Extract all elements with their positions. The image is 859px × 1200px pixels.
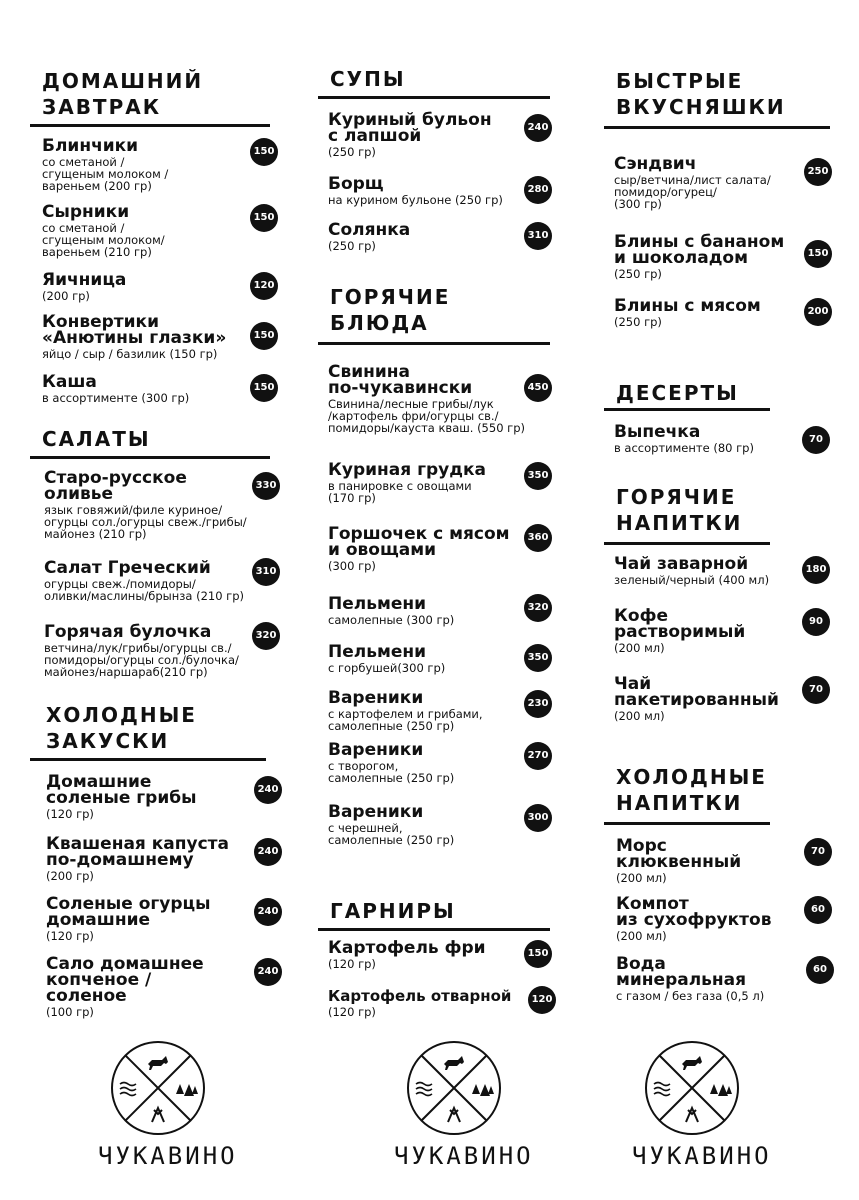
section-title: БЫСТРЫЕ ВКУСНЯШКИ	[616, 69, 786, 119]
section-divider	[604, 822, 770, 825]
section-title: ХОЛОДНЫЕ ЗАКУСКИ	[46, 703, 197, 753]
menu-item	[30, 836, 229, 882]
item-description: сыр/ветчина/лист салата/ помидор/огурец/ (300 гр)	[614, 173, 771, 211]
menu-item	[318, 176, 503, 206]
menu-item	[318, 940, 486, 970]
item-name: Выпечка	[614, 422, 701, 442]
item-description: с черешней, самолепные (250 гр)	[328, 821, 455, 847]
item-description: (200 мл)	[614, 709, 665, 723]
item-name: Картофель отварной	[328, 987, 512, 1005]
section-divider	[318, 928, 550, 931]
item-description: язык говяжий/филе куриное/ огурцы сол./огурцы свеж./грибы/ майонез (210 гр)	[44, 503, 247, 541]
price-badge: 150	[250, 204, 278, 232]
item-description: в ассортименте (300 гр)	[42, 391, 190, 405]
menu-item	[318, 988, 511, 1018]
price-badge: 280	[524, 176, 552, 204]
section-cold-appetizers	[30, 702, 290, 1032]
logo-text: ЧУКАВИНО	[632, 1142, 772, 1170]
item-name: Горшочек с мясом и овощами	[328, 524, 510, 560]
item-name: Пельмени	[328, 594, 427, 614]
item-name: Салат Греческий	[44, 558, 211, 578]
price-badge: 70	[802, 676, 830, 704]
section-divider	[604, 126, 830, 129]
section-divider	[604, 408, 770, 411]
menu-item	[318, 222, 410, 252]
section-quick-snacks	[604, 68, 844, 348]
price-badge: 310	[524, 222, 552, 250]
item-name: Свинина по-чукавински	[328, 362, 473, 398]
menu-item	[604, 838, 741, 884]
item-name: Вареники	[328, 740, 424, 760]
logo-emblem-icon	[642, 1038, 742, 1138]
item-name: Вареники	[328, 688, 424, 708]
section-title: ДЕСЕРТЫ	[616, 381, 739, 405]
section-divider	[30, 758, 266, 761]
item-description: (250 гр)	[328, 239, 376, 253]
menu-item	[30, 774, 197, 820]
item-name: Блины с бананом и шоколадом	[614, 232, 785, 268]
menu-item	[318, 112, 492, 158]
menu-item	[30, 204, 165, 258]
item-description: Свинина/лесные грибы/лук /картофель фри/огурцы св./ помидоры/кауста кваш. (550 гр)	[328, 397, 525, 435]
item-name: Чай заварной	[614, 554, 749, 574]
menu-item	[30, 470, 247, 540]
item-description: яйцо / сыр / базилик (150 гр)	[42, 347, 218, 361]
item-description: в ассортименте (80 гр)	[614, 441, 754, 455]
item-description: самолепные (300 гр)	[328, 613, 455, 627]
price-badge: 150	[524, 940, 552, 968]
menu-item	[30, 624, 239, 678]
price-badge: 60	[806, 956, 834, 984]
item-description: (120 гр)	[46, 807, 94, 821]
item-description: (300 гр)	[328, 559, 376, 573]
logo	[632, 1038, 772, 1170]
price-badge: 70	[802, 426, 830, 454]
item-name: Горячая булочка	[44, 622, 212, 642]
price-badge: 350	[524, 462, 552, 490]
item-description: (120 гр)	[328, 957, 376, 971]
item-description: (200 гр)	[42, 289, 90, 303]
price-badge: 300	[524, 804, 552, 832]
menu-item	[30, 138, 168, 192]
item-description: с картофелем и грибами, самолепные (250 гр)	[328, 707, 483, 733]
section-salads	[30, 426, 290, 696]
item-description: с горбушей(300 гр)	[328, 661, 446, 675]
item-name: Сэндвич	[614, 154, 697, 174]
menu-item	[604, 556, 769, 586]
item-description: (250 гр)	[614, 267, 662, 281]
price-badge: 150	[804, 240, 832, 268]
item-description: (200 мл)	[616, 871, 667, 885]
item-description: с творогом, самолепные (250 гр)	[328, 759, 455, 785]
section-soups	[318, 66, 578, 266]
item-name: Конвертики «Анютины глазки»	[42, 312, 227, 348]
section-divider	[318, 342, 550, 345]
menu-item	[604, 156, 771, 210]
item-name: Пельмени	[328, 642, 427, 662]
menu-item	[30, 314, 226, 360]
section-divider	[30, 124, 270, 127]
logo-emblem-icon	[108, 1038, 208, 1138]
item-name: Картофель фри	[328, 938, 486, 958]
logo	[98, 1038, 238, 1170]
menu-item	[604, 896, 771, 942]
menu-item	[318, 804, 454, 846]
section-divider	[604, 542, 770, 545]
price-badge: 120	[250, 272, 278, 300]
section-divider	[30, 456, 270, 459]
menu-item	[318, 596, 454, 626]
price-badge: 180	[802, 556, 830, 584]
price-badge: 150	[250, 138, 278, 166]
menu-item	[30, 560, 244, 602]
item-description: со сметаной / сгущеным молоком/ вареньем (210 гр)	[42, 221, 165, 259]
menu-item	[318, 526, 510, 572]
item-description: на курином бульоне (250 гр)	[328, 193, 503, 207]
item-name: Домашние соленые грибы	[46, 772, 197, 808]
item-name: Компот из сухофруктов	[616, 894, 772, 930]
price-badge: 200	[804, 298, 832, 326]
item-name: Куриная грудка	[328, 460, 486, 480]
menu-item	[318, 742, 454, 784]
logo	[394, 1038, 534, 1170]
logo-emblem-icon	[404, 1038, 504, 1138]
item-description: (250 гр)	[614, 315, 662, 329]
price-badge: 240	[524, 114, 552, 142]
item-name: Блинчики	[42, 136, 139, 156]
menu-item	[30, 956, 204, 1018]
price-badge: 330	[252, 472, 280, 500]
menu-item	[604, 234, 784, 280]
price-badge: 250	[804, 158, 832, 186]
section-title: СУПЫ	[330, 67, 406, 91]
section-hot-dishes	[318, 284, 578, 864]
item-name: Каша	[42, 372, 97, 392]
price-badge: 120	[528, 986, 556, 1014]
price-badge: 310	[252, 558, 280, 586]
section-divider	[318, 96, 550, 99]
item-name: Вода минеральная	[616, 954, 747, 990]
section-title: ХОЛОДНЫЕ НАПИТКИ	[616, 765, 767, 815]
section-desserts	[604, 380, 844, 470]
section-title: ГАРНИРЫ	[330, 899, 456, 923]
section-side-dishes	[318, 898, 578, 1028]
item-name: Соленые огурцы домашние	[46, 894, 211, 930]
price-badge: 240	[254, 898, 282, 926]
item-description: зеленый/черный (400 мл)	[614, 573, 770, 587]
menu-item	[318, 690, 483, 732]
item-name: Борщ	[328, 174, 384, 194]
menu-item	[604, 608, 745, 654]
price-badge: 60	[804, 896, 832, 924]
price-badge: 240	[254, 776, 282, 804]
item-description: (120 гр)	[328, 1005, 376, 1019]
menu-item	[318, 644, 445, 674]
menu-item	[318, 462, 486, 504]
menu-item	[30, 374, 189, 404]
item-description: (100 гр)	[46, 1005, 94, 1019]
price-badge: 350	[524, 644, 552, 672]
item-name: Сало домашнее копченое / соленое	[46, 954, 204, 1006]
item-name: Солянка	[328, 220, 411, 240]
price-badge: 360	[524, 524, 552, 552]
item-description: огурцы свеж./помидоры/ оливки/маслины/брынза (210 гр)	[44, 577, 245, 603]
item-name: Яичница	[42, 270, 127, 290]
section-title: ДОМАШНИЙ ЗАВТРАК	[42, 69, 204, 119]
section-title: САЛАТЫ	[42, 427, 151, 451]
item-name: Старо-русское оливье	[44, 468, 187, 504]
logo-text: ЧУКАВИНО	[98, 1142, 238, 1170]
price-badge: 150	[250, 322, 278, 350]
price-badge: 70	[804, 838, 832, 866]
item-name: Блины с мясом	[614, 296, 761, 316]
item-description: (200 мл)	[614, 641, 665, 655]
menu-item	[604, 424, 754, 454]
item-description: со сметаной / сгущеным молоком / вареньем (200 гр)	[42, 155, 169, 193]
section-cold-drinks	[604, 764, 844, 1014]
item-description: (200 мл)	[616, 929, 667, 943]
menu-item	[604, 298, 761, 328]
menu-item	[604, 676, 779, 722]
price-badge: 240	[254, 838, 282, 866]
price-badge: 270	[524, 742, 552, 770]
section-title: ГОРЯЧИЕ БЛЮДА	[330, 285, 451, 335]
item-description: в панировке с овощами (170 гр)	[328, 479, 472, 505]
section-breakfast	[30, 68, 290, 405]
item-name: Квашеная капуста по-домашнему	[46, 834, 229, 870]
item-name: Кофе растворимый	[614, 606, 746, 642]
price-badge: 90	[802, 608, 830, 636]
item-name: Куриный бульон с лапшой	[328, 110, 492, 146]
section-title: ГОРЯЧИЕ НАПИТКИ	[616, 485, 743, 535]
menu-item	[604, 956, 764, 1002]
item-description: (120 гр)	[46, 929, 94, 943]
item-description: (200 гр)	[46, 869, 94, 883]
menu-item	[30, 896, 211, 942]
item-name: Вареники	[328, 802, 424, 822]
price-badge: 240	[254, 958, 282, 986]
price-badge: 450	[524, 374, 552, 402]
logo-text: ЧУКАВИНО	[394, 1142, 534, 1170]
item-description: ветчина/лук/грибы/огурцы св./ помидоры/огурцы сол./булочка/ майонез/наршараб(210 гр)	[44, 641, 239, 679]
price-badge: 150	[250, 374, 278, 402]
item-description: с газом / без газа (0,5 л)	[616, 989, 765, 1003]
item-description: (250 гр)	[328, 145, 376, 159]
menu-item	[318, 364, 525, 434]
item-name: Чай пакетированный	[614, 674, 779, 710]
menu-item	[30, 272, 126, 302]
price-badge: 320	[252, 622, 280, 650]
item-name: Морс клюквенный	[616, 836, 742, 872]
section-hot-drinks	[604, 484, 844, 744]
price-badge: 320	[524, 594, 552, 622]
price-badge: 230	[524, 690, 552, 718]
item-name: Сырники	[42, 202, 130, 222]
